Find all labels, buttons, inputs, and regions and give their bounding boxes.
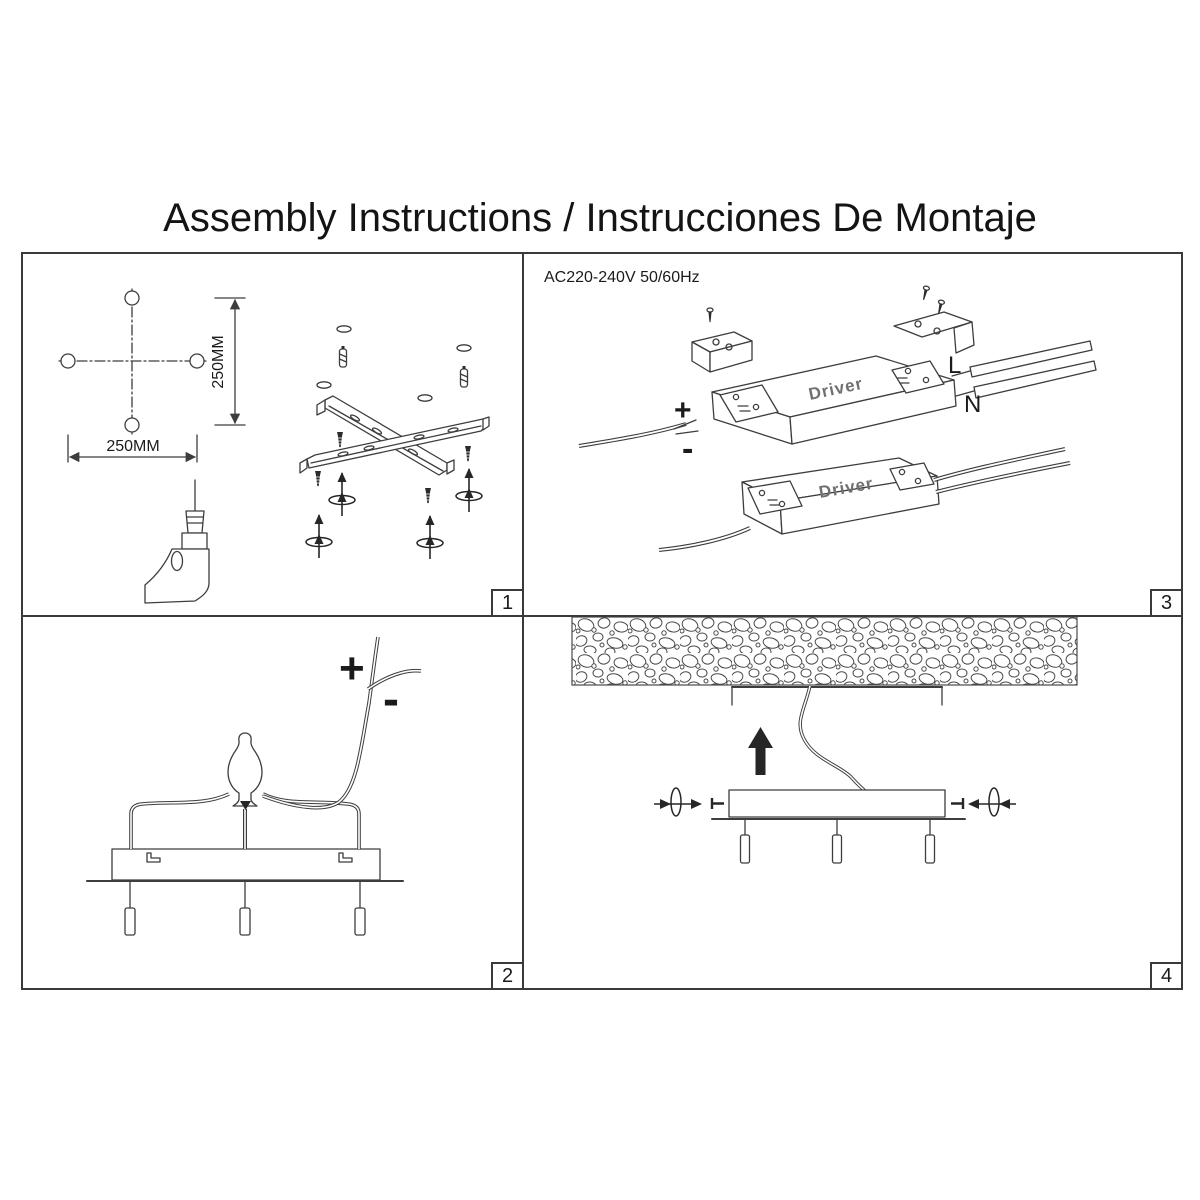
driver-label: Driver [817, 473, 875, 502]
page-title: Assembly Instructions / Instrucciones De Montaje [163, 196, 1037, 240]
step-1-drawing [23, 254, 522, 615]
wire-live-label: L [948, 352, 962, 379]
ceiling-texture [572, 617, 1077, 687]
step-number-badge: 4 [1150, 962, 1181, 988]
step-4-drawing [524, 617, 1181, 988]
side-screw-icon [712, 798, 724, 809]
strain-relief-connector [228, 733, 262, 849]
pendant-rod [833, 819, 842, 863]
driver-output-wire [659, 528, 750, 550]
driver-label: Driver [806, 373, 865, 404]
pendant-rod [741, 819, 750, 863]
mounting-bracket [894, 312, 974, 353]
panel-step-3 [524, 254, 1181, 617]
step-3-drawing [524, 254, 1181, 615]
horizontal-dimension-label: 250MM [106, 438, 160, 455]
driver-input-wires [934, 449, 1070, 492]
panel-step-1 [23, 254, 524, 617]
polarity-plus-label: + [339, 644, 365, 693]
cross-mounting-bracket [300, 326, 489, 559]
terminal-cover [692, 332, 752, 372]
screw-turn-icon [968, 788, 1016, 816]
canopy-assembly [712, 790, 965, 863]
dimension-horizontal [68, 435, 197, 462]
mains-wires [952, 341, 1096, 398]
wire-neutral-label: N [964, 391, 982, 418]
step-number-badge: 1 [491, 589, 522, 615]
side-screw-icon [951, 798, 963, 809]
screw-turn-icon [654, 788, 702, 816]
driver-box [712, 356, 956, 444]
driver-exploded-view [579, 286, 1096, 468]
drill-hole-pattern [59, 289, 206, 434]
polarity-minus-label: - [383, 673, 399, 726]
hanging-wire [800, 686, 865, 791]
mounting-pins [732, 687, 942, 705]
panel-step-2 [23, 617, 524, 988]
polarity-plus-label: + [674, 394, 692, 427]
pendant-rod [240, 881, 250, 935]
step-2-drawing [23, 617, 522, 988]
canopy-assembly [87, 849, 403, 935]
panel-step-4 [524, 617, 1181, 988]
pendant-rod [125, 881, 135, 935]
lift-arrow-icon [748, 727, 773, 775]
pendant-rod [926, 819, 935, 863]
instruction-grid [21, 252, 1183, 990]
bracket-bar [300, 417, 489, 473]
drill-icon [145, 480, 209, 603]
driver-assembled-view [659, 449, 1070, 550]
step-number-badge: 3 [1150, 589, 1181, 615]
polarity-minus-label: - [682, 430, 694, 468]
dimension-vertical [210, 298, 245, 425]
step-number-badge: 2 [491, 962, 522, 988]
power-rating-label: AC220-240V 50/60Hz [544, 269, 700, 286]
pendant-rod [355, 881, 365, 935]
vertical-dimension-label: 250MM [210, 335, 227, 389]
